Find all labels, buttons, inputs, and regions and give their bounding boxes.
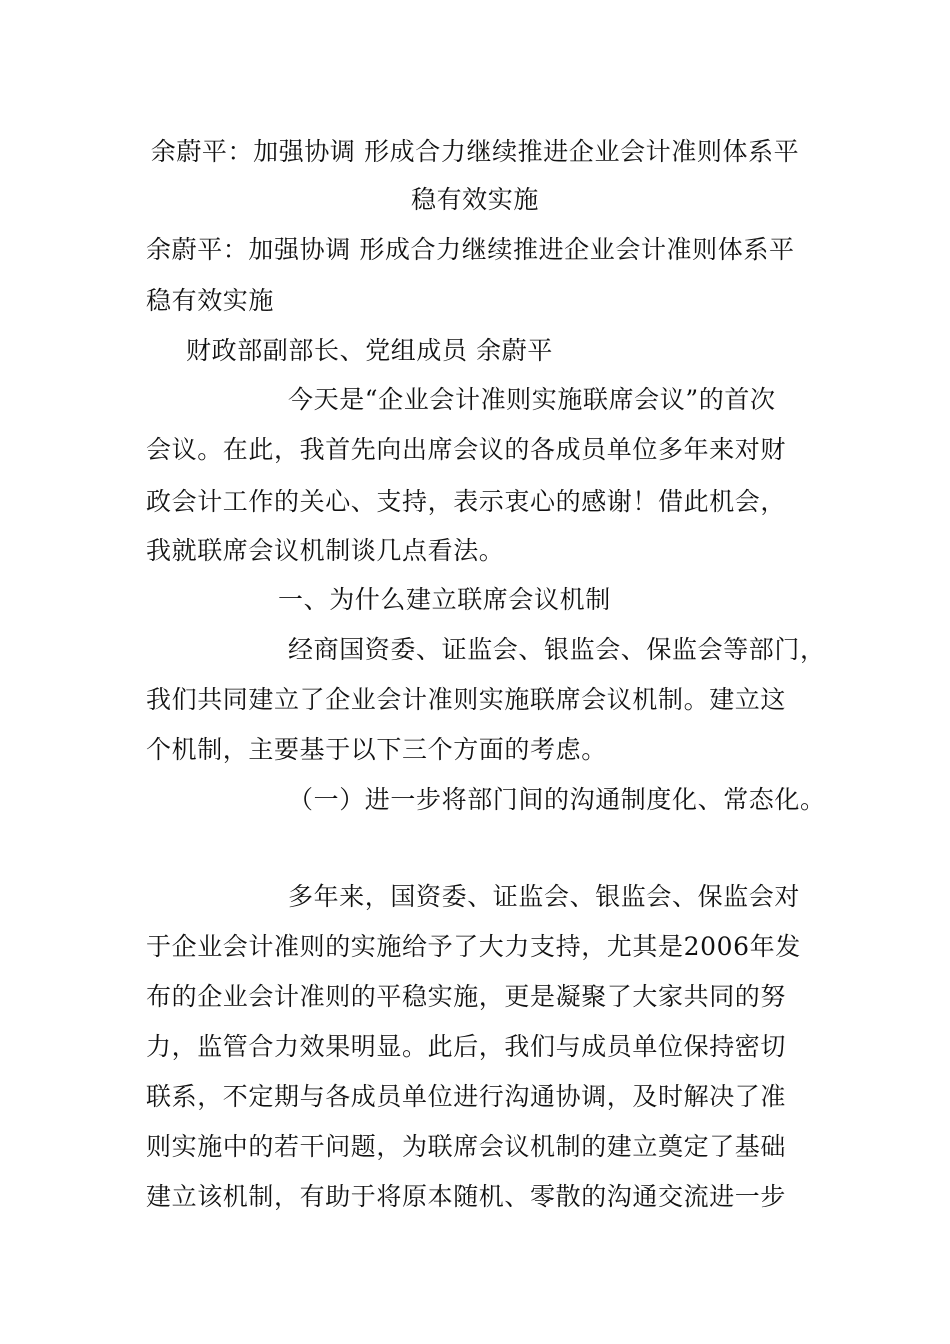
- body-paragraph-line: 于企业会计准则的实施给予了大力支持，尤其是2006年发: [146, 932, 801, 961]
- intro-paragraph-line: 会议。在此，我首先向出席会议的各成员单位多年来对财: [146, 435, 787, 464]
- section-1-paragraph-line: 我们共同建立了企业会计准则实施联席会议机制。建立这: [146, 685, 787, 714]
- section-1-paragraph-line: 个机制，主要基于以下三个方面的考虑。: [146, 735, 607, 764]
- body-paragraph-line: 建立该机制，有助于将原本随机、零散的沟通交流进一步: [146, 1182, 787, 1211]
- author-line: 财政部副部长、党组成员 余蔚平: [186, 336, 553, 365]
- intro-paragraph-line: 今天是“企业会计准则实施联席会议”的首次: [288, 385, 776, 414]
- intro-paragraph-line: 我就联席会议机制谈几点看法。: [146, 536, 505, 565]
- section-1-paragraph-line: 经商国资委、证监会、银监会、保监会等部门，: [288, 635, 826, 664]
- body-paragraph-line: 联系，不定期与各成员单位进行沟通协调，及时解决了准: [146, 1082, 787, 1111]
- section-1-heading: 一、为什么建立联席会议机制: [278, 585, 611, 614]
- subtitle-line-1: 余蔚平：加强协调 形成合力继续推进企业会计准则体系平: [146, 235, 795, 264]
- subsection-1-heading: （一）进一步将部门间的沟通制度化、常态化。: [288, 785, 826, 814]
- body-paragraph-line: 则实施中的若干问题，为联席会议机制的建立奠定了基础: [146, 1132, 787, 1161]
- document-title-line-1: 余蔚平：加强协调 形成合力继续推进企业会计准则体系平: [150, 137, 800, 166]
- body-paragraph-line: 布的企业会计准则的平稳实施，更是凝聚了大家共同的努: [146, 982, 787, 1011]
- document-title-line-2: 稳有效实施: [410, 185, 539, 214]
- subtitle-line-2: 稳有效实施: [146, 286, 275, 315]
- body-paragraph-line: 多年来，国资委、证监会、银监会、保监会对: [288, 882, 801, 911]
- intro-paragraph-line: 政会计工作的关心、支持，表示衷心的感谢！借此机会，: [146, 487, 787, 516]
- body-paragraph-line: 力，监管合力效果明显。此后，我们与成员单位保持密切: [146, 1032, 787, 1061]
